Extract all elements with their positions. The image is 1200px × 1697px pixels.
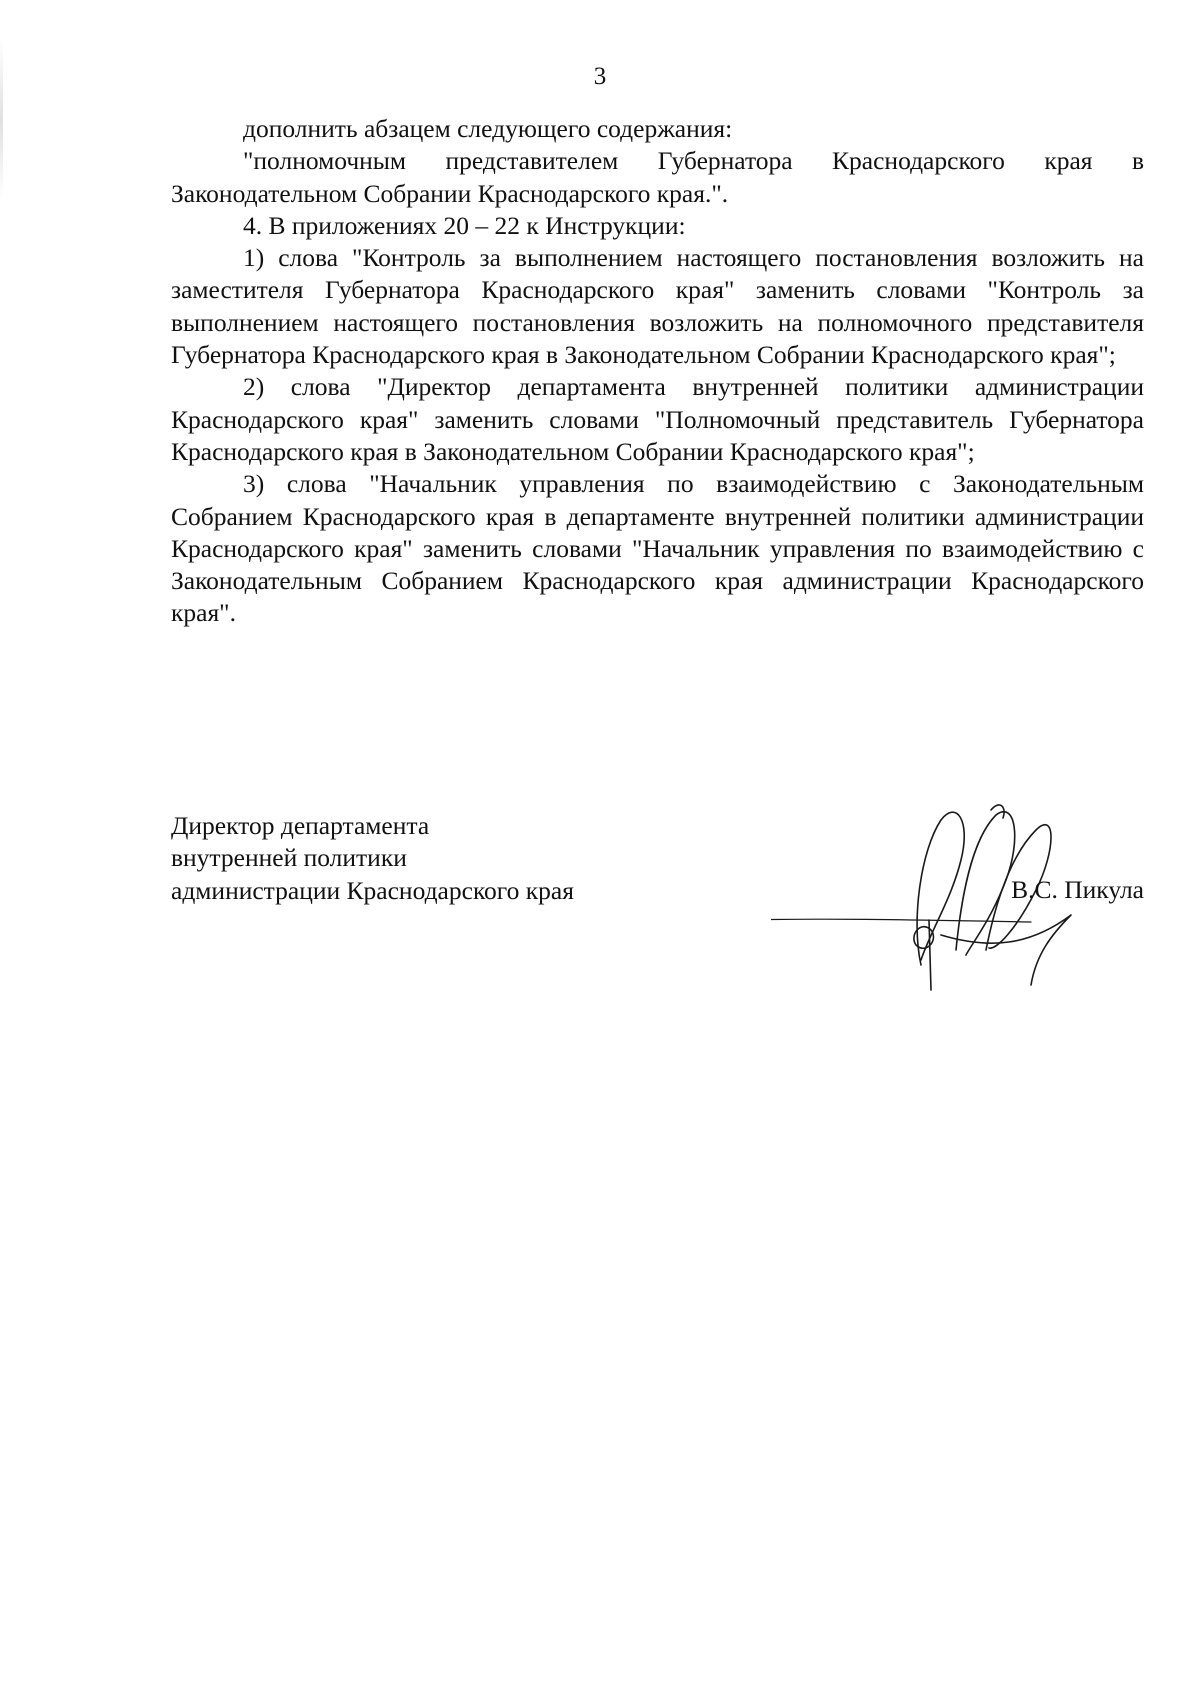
signatory-title-line-3: администрации Краснодарского края [171,875,574,905]
paragraph-2: "полномочным представителем Губернатора Краснодарского края в Законодательном Собрании Краснодарского края.". [171,146,1144,208]
paragraph-3: 4. В приложениях 20 – 22 к Инструкции: [243,210,686,240]
signatory-title-line-1: Директор департамента [171,811,430,840]
page-number: 3 [593,63,607,90]
paragraph-4: 1) слова "Контроль за выполнением настоящего постановления возложить на заместителя Губернатора Краснодарского края" заменить словами "Контроль за выполнением настоящего постановления возложить на полномочного представителя Губернатора Краснодарского края в Законодательном Собрании Краснодарского края"; [171,243,1144,370]
signatory-title [171,810,574,907]
signatory-title-line-2: внутренней политики [171,843,407,873]
document-body [171,113,1144,630]
paragraph-5: 2) слова "Директор департамента внутренней политики администрации Краснодарского края" заменить словами "Полномочный представитель Губернатора Краснодарского края в Законодательном Собрании Краснодарского края"; [171,372,1144,466]
paragraph-1: дополнить абзацем следующего содержания: [243,114,733,143]
paragraph-6: 3) слова "Начальник управления по взаимодействию с Законодательным Собранием Краснодарского края в департаменте внутренней политики администрации Краснодарского края" заменить словами "Начальник управления по взаимодействию с Законодательным Собранием Краснодарского края администрации Краснодарского края". [171,469,1144,628]
signature-block [171,810,1144,1000]
signatory-name: В.С. Пикула [1011,875,1144,904]
